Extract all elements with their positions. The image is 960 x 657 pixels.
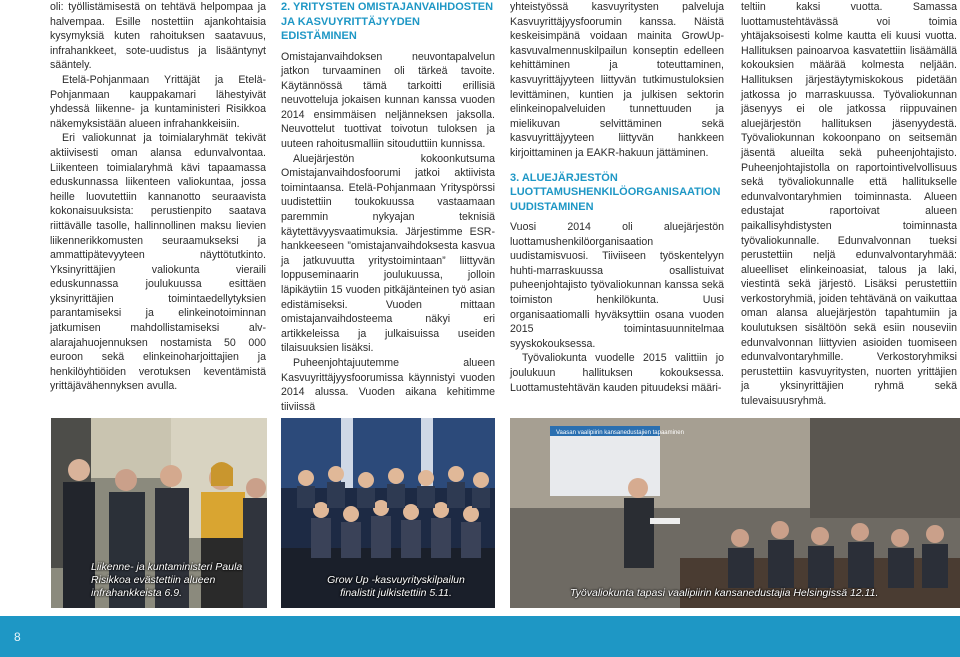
text-column-3 [510, 0, 724, 395]
paragraph: Puheenjohtajuutemme alueen Kasvuyrittäjyysfoorumissa käynnistyi vuoden 2014 alussa. Vuoden aikana kehitimme tiiviissä [281, 356, 495, 413]
page-footer-bar [0, 616, 960, 657]
paragraph: Omistajanvaihdoksen neuvontapalvelun jatkon turvaaminen oli tärkeä tavoite. Käytännössä tämä tarkoitti erillisiä neuvotteluja jokaisen kunnan kanssa vuoden 2014 ensimmäisen neljänneksen jaksolla. Neuvottelut tuottivat toivotun tuloksen ja uuteen rahoitusmalliin sitouduttiin kunnissa. [281, 50, 495, 151]
page-number: 8 [14, 630, 21, 644]
paragraph: Aluejärjestön kokoonkutsuma Omistajanvaihdosfoorumi jatkoi aktiivista toimintaansa. Etelä-Pohjanmaan Yrityspörssi uudistettiin toukokuussa vastaamaan paremmin nykyajan teknisiä käytettävyysvaatimuksia. Järjestimme ESR-hankkeeseen ”omistajanvaihdoksesta kasvua ja jatkuvuutta yritystoimintaan” liittyvän loppuseminaarin joulukuussa, jolloin läpikäytiin 15 vuoden pitkäjänteinen työ asian edistämiseksi. Vuoden mittaan omistajanvaihdosteema näkyi eri artikkeleissa ja julkaisuissa useiden tilaisuuksien lisäksi. [281, 152, 495, 355]
photo-caption: Grow Up -kasvuyrityskilpailun finalistit julkistettiin 5.11. [327, 574, 465, 599]
photo-strip [0, 418, 960, 608]
text-column-4 [741, 0, 957, 409]
paragraph: teltiin kaksi vuotta. Samassa luottamustehtävässä voi toimia yhtäjaksoisesti kolme kautta eli kuusi vuotta. Hallituksen painoarvoa kasvatettiin lisäämällä kokouksien määrää kolmesta neljään. Hallituksen järjestäytymiskokous pidetään jatkossa jo marraskuussa. Työvaliokunnan jäsenyys ei ole jatkossa riippuvainen aluejärjestön hallituksen jäsenyydestä. Työvaliokunnan kokoonpano on seitsemän jäsentä alueilta sekä puheenjohtajisto. Puheenjohtajistolla on raportointivelvollisuus sekä työvaliokunnalle että hallitukselle edunvalvontaryhmien toiminnasta. Alueen edustajat raportoivat alueen paikallisyhdistysten toiminnasta työvaliokunnalle. Edunvalvonnan tueksi perustettiin neljä edunvalvontaryhmää: alueelliset elinkeinoasiat, talous ja laki, viestintä sekä järjestö. Lisäksi perustettiin verkostoryhmiä, joiden tehtävänä on vaikuttaa oman alansa aluejärjestön tapahtumiin ja koulutuksen sisältöön sekä esiin nouseviin edunvalvonnan liittyvien asioiden tuomiseen edunvalvontaryhmille. Verkostoryhmiksi perustettiin kasvuyritysten, nuorten yrittäjien ja yksinyrittäjien ryhmä sekä tulevaisuusryhmä. [741, 1, 957, 408]
text-column-2 [281, 0, 495, 414]
photo-mp-meeting [510, 418, 960, 608]
paragraph: Etelä-Pohjanmaan Yrittäjät ja Etelä-Pohjanmaan kauppakamari lähestyivät yhdessä liikenne- ja kuntaministeri Risikkoa näkemyksistään alueen infrahankkeisiin. [50, 73, 266, 130]
paragraph: yhteistyössä kasvuyritysten palveluja Kasvuyrittäjyysfoorumin kanssa. Näistä keskeisimpänä voidaan mainita GrowUp-kasvuvalmennuskilpailun konseptin edelleen kehittäminen ja toteuttaminen, kasvuyrittäjyyteen liittyvän tutkimustuloksien levittäminen, kuntien ja julkisen sektorin elinkeinopalveluiden tunnettuuden ja mielikuvan selvittäminen sekä kasvuyrittäjyyteen liittyvän hankkeen kirjoittaminen ja EAKR-hakuun jättäminen. [510, 1, 724, 159]
paragraph: Vuosi 2014 oli aluejärjestön luottamushenkilöorganisaation uudistamisvuosi. Tiiviiseen työskentelyyn huhti-marraskuussa osallistuivat puheenjohtajisto työvaliokunnan kanssa sekä toimiston henkilökunta. Uusi organisaatiomalli hyväksyttiin osana vuoden 2015 toimintasuunnitelmaa syyskokouksessa. [510, 221, 724, 350]
wall-text: Vaasan vaalipiirin kansanedustajien tapaaminen [556, 430, 684, 436]
text-column-1 [50, 0, 266, 394]
photo-caption: Työvaliokunta tapasi vaalipiirin kansanedustajia Helsingissä 12.11. [570, 587, 879, 599]
photo-caption: Liikenne- ja kuntaministeri Paula Risikkoa evästettiin alueen infrahankkeista 6.9. [91, 561, 243, 599]
section-heading-3: 3. ALUEJÄRJESTÖN LUOTTAMUSHENKILÖORGANISAATION UUDISTAMINEN [510, 171, 721, 213]
paragraph: Eri valiokunnat ja toimialaryhmät tekivät aktiivisesti oman alansa edunvalvontaa. Liikenteen toimialaryhmä kävi tapaamassa eduskunnassa liikenteen valiokuntaa, jossa heille luovutettiin kannanotto seuraavista kokonaisuuksista: perustienpito saatava riittävälle tasolle, hallinnollinen maksu lievien liikennerikkomusten seuraamukseksi ja ammattipätevyyteen näyttötutkinto. Yksinyrittäjien valiokunta vieraili eduskunnassa joulukuussa esittäen yksinyrittäjien toimintaedellytyksien parantamiseksi ja elinkeinotoiminnan jatkumisen mahdollistamiseksi alv-alarajahuojennuksen nostamista 50 000 euroon sekä elinkeinoharjoittajien ja henkilöyhtiöiden verotuksen keventämistä yrittäjävähennyksen avulla. [50, 132, 266, 393]
paragraph: Työvaliokunta vuodelle 2015 valittiin jo joulukuun hallituksen kokouksessa. Luottamustehtävän kauden pituudeksi määri- [510, 352, 724, 394]
section-heading-2: 2. YRITYSTEN OMISTAJANVAIHDOSTEN JA KASVUYRITTÄJYYDEN EDISTÄMINEN [281, 1, 494, 42]
photo-minister-meeting [51, 418, 267, 608]
paragraph: oli: työllistämisestä on tehtävä helpompaa ja halvempaa. Esille nostettiin ajankohtaisia kysymyksiä kuten rahoituksen saatavuus, infrahankkeet, sote-uudistus ja lisääntynyt sääntely. [50, 1, 266, 72]
photo-growup-finalists [281, 418, 495, 608]
